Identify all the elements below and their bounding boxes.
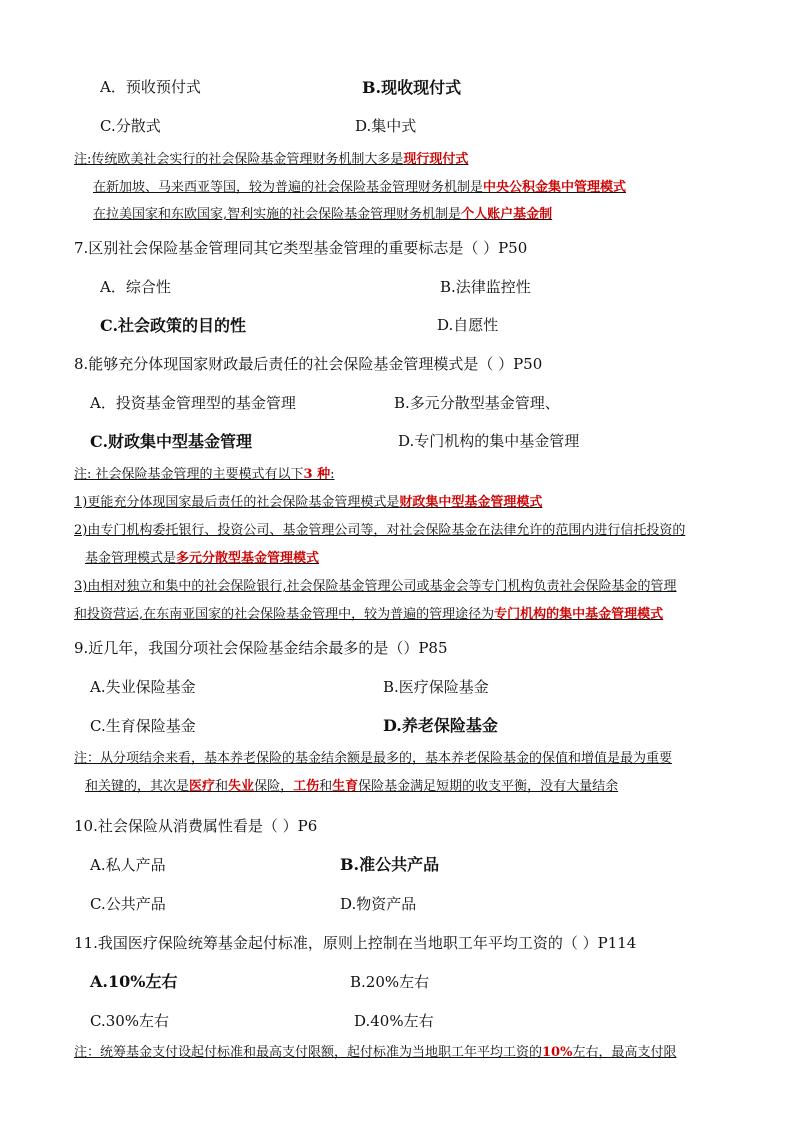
q9-option-c: C.生育保险基金 [90, 717, 196, 735]
q6-option-c: C.分散式 [100, 117, 161, 135]
q11-stem: 11.我国医疗保险统筹基金起付标准，原则上控制在当地职工年平均工资的（ ）P114 [74, 934, 637, 952]
q6-note-1-text: 注:传统欧美社会实行的社会保险基金管理财务机制大多是 [74, 152, 404, 167]
q11-option-a-answer: A.10%左右 [90, 972, 178, 991]
q10-option-c: C.公共产品 [90, 895, 166, 913]
q8-note-heading-text: 注: 社会保险基金管理的主要模式有以下 [74, 467, 304, 482]
q6-note-2-highlight: 中央公积金集中管理模式 [483, 180, 627, 195]
q9-note-text-b: 和 [215, 779, 229, 794]
q9-note-text-d: 和 [319, 779, 333, 794]
q8-note-line-3b [74, 608, 663, 621]
q7-option-c-answer: C.社会政策的目的性 [100, 316, 247, 335]
q8-note-3-highlight: 专门机构的集中基金管理模式 [494, 607, 664, 622]
q8-note-heading-colon: : [330, 467, 335, 482]
q8-note-line-3a: 3)由相对独立和集中的社会保险银行,社会保险基金管理公司或基金会等专门机构负责社会保险基金的管理 [74, 579, 677, 594]
q7-option-b: B.法律监控性 [440, 278, 531, 296]
q6-option-a: A．预收预付式 [100, 78, 201, 96]
q9-note-highlight-unemployment: 失业 [228, 779, 255, 794]
q11-option-b: B.20%左右 [350, 973, 430, 991]
q7-option-a: A．综合性 [100, 278, 171, 296]
q8-note-3-text: 和投资营运,在东南亚国家的社会保险基金管理中，较为普遍的管理途径为 [74, 607, 495, 622]
q11-note-highlight: 10% [542, 1045, 573, 1060]
q8-option-d: D.专门机构的集中基金管理 [398, 432, 580, 450]
q8-note-2-highlight: 多元分散型基金管理模式 [176, 551, 320, 566]
q9-note-text-c: 保险， [254, 779, 294, 794]
q10-option-d: D.物资产品 [340, 895, 417, 913]
q11-option-c: C.30%左右 [90, 1012, 170, 1030]
q11-note-text-end: 左右，最高支付限 [572, 1045, 677, 1060]
q8-note-2-text: 基金管理模式是 [85, 551, 177, 566]
q6-note-line-1 [74, 153, 468, 166]
q9-stem: 9.近几年，我国分项社会保险基金结余最多的是（）P85 [74, 639, 448, 657]
q6-note-1-highlight: 现行现付式 [403, 152, 469, 167]
q10-option-a: A.私人产品 [90, 856, 166, 874]
q11-note-line [74, 1046, 676, 1059]
q6-note-line-2 [93, 181, 626, 194]
q6-note-3-highlight: 个人账户基金制 [461, 207, 553, 222]
q8-option-b: B.多元分散型基金管理、 [394, 394, 560, 412]
q6-note-2-text: 在新加坡、马来西亚等国，较为普遍的社会保险基金管理财务机制是 [93, 180, 484, 195]
q9-note-line-1: 注：从分项结余来看，基本养老保险的基金结余额是最多的，基本养老保险基金的保值和增值是最为重要 [74, 751, 673, 766]
q11-option-d: D.40%左右 [354, 1012, 434, 1030]
q9-note-text-a: 和关键的，其次是 [85, 779, 190, 794]
q6-note-3-text: 在拉美国家和东欧国家,智利实施的社会保险基金管理财务机制是 [93, 207, 462, 222]
q8-note-heading [74, 468, 334, 481]
q11-note-text: 注：统筹基金支付设起付标准和最高支付限额，起付标准为当地职工年平均工资的 [74, 1045, 543, 1060]
q8-option-c-answer: C.财政集中型基金管理 [90, 432, 253, 451]
q6-option-d: D.集中式 [355, 117, 417, 135]
q9-note-highlight-maternity: 生育 [332, 779, 359, 794]
q8-note-1-text: 1)更能充分体现国家最后责任的社会保险基金管理模式是 [74, 495, 400, 510]
q8-note-line-2b [85, 552, 319, 565]
q7-option-d: D.自愿性 [437, 316, 499, 334]
q9-note-highlight-medical: 医疗 [189, 779, 216, 794]
q9-note-text-e: 保险基金满足短期的收支平衡，没有大量结余 [358, 779, 619, 794]
q8-note-line-2a: 2)由专门机构委托银行、投资公司、基金管理公司等，对社会保险基金在法律允许的范围内进行信托投资的 [74, 523, 686, 538]
q9-option-b: B.医疗保险基金 [383, 678, 489, 696]
q8-note-line-1 [74, 496, 542, 509]
q9-option-a: A.失业保险基金 [90, 678, 196, 696]
q7-stem: 7.区别社会保险基金管理同其它类型基金管理的重要标志是（ ）P50 [74, 239, 528, 257]
q9-note-line-2 [85, 780, 618, 793]
q6-option-b-answer: B.现收现付式 [362, 78, 462, 97]
q8-note-1-highlight: 财政集中型基金管理模式 [399, 495, 543, 510]
q8-note-heading-highlight: 3 种 [303, 467, 331, 482]
q9-option-d-answer: D.养老保险基金 [383, 716, 498, 735]
q8-stem: 8.能够充分体现国家财政最后责任的社会保险基金管理模式是（ ）P50 [74, 355, 543, 373]
q10-stem: 10.社会保险从消费属性看是（ ）P6 [74, 817, 318, 835]
q6-note-line-3 [93, 208, 552, 221]
q8-option-a: A．投资基金管理型的基金管理 [90, 394, 296, 412]
q9-note-highlight-injury: 工伤 [293, 779, 320, 794]
q10-option-b-answer: B.准公共产品 [340, 855, 440, 874]
